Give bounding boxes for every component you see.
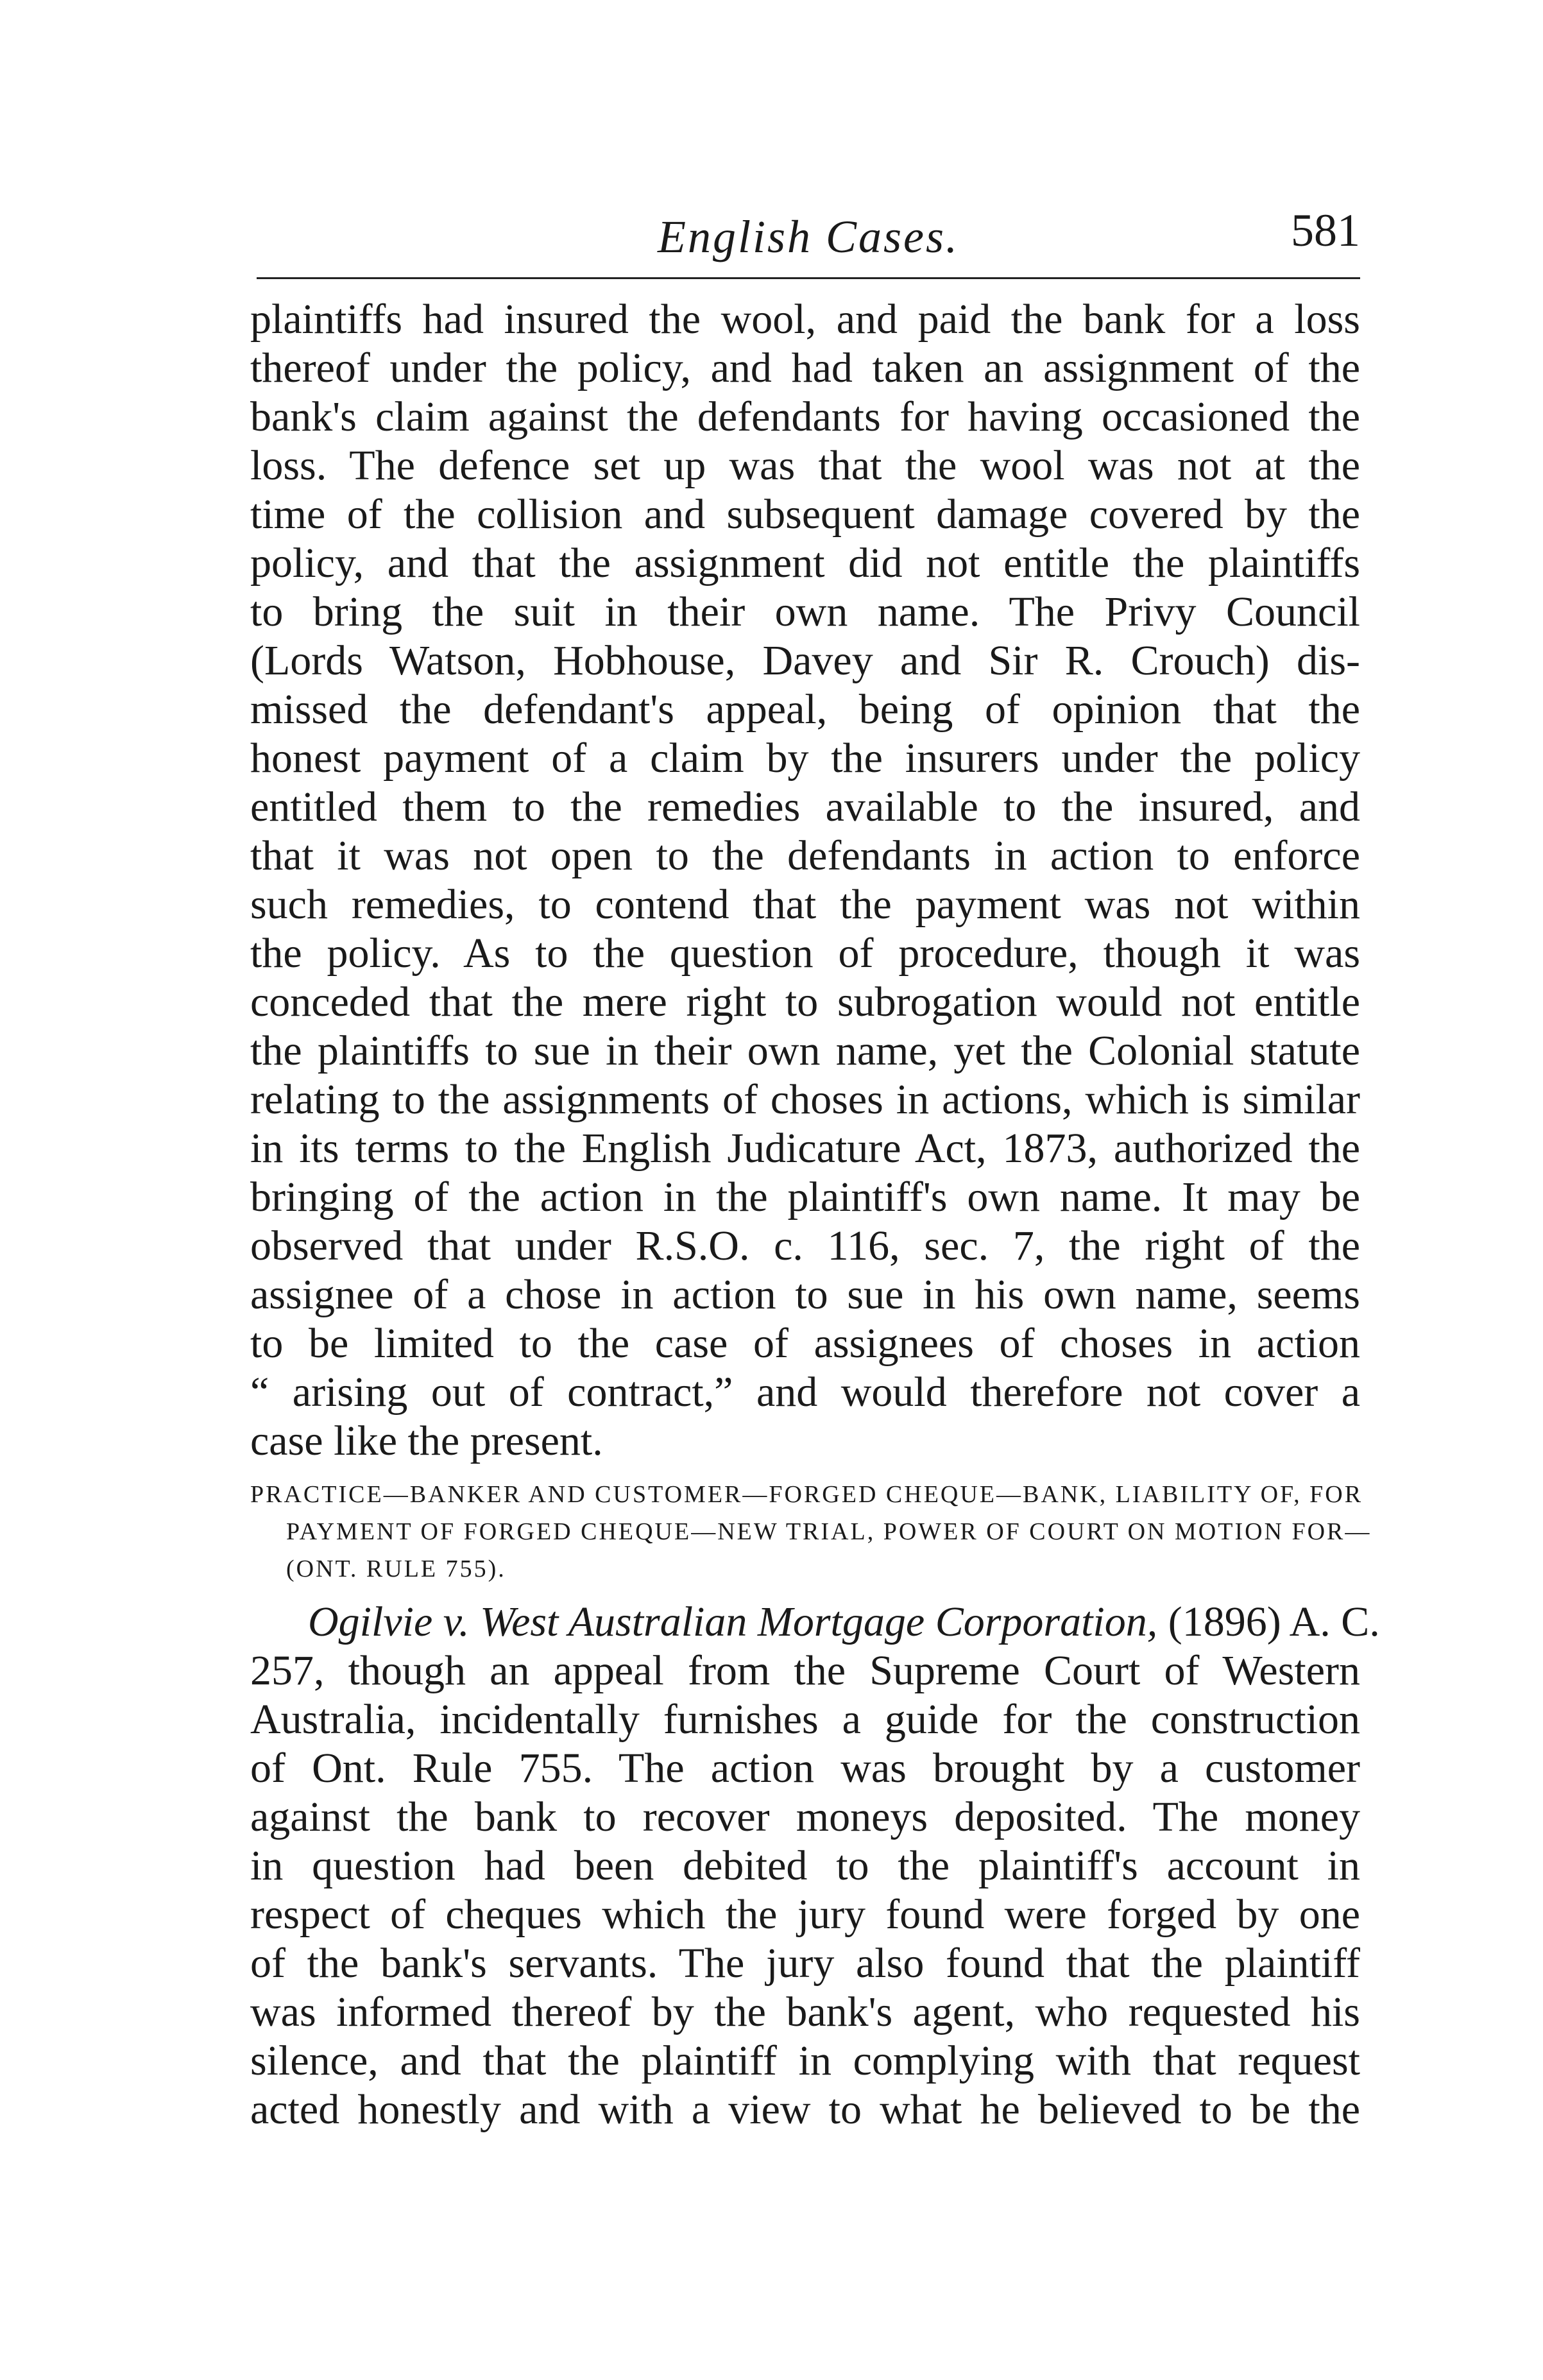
section-heading — [250, 1476, 1372, 1588]
heading-line-2: PAYMENT OF FORGED CHEQUE—NEW TRIAL, POWER OF COURT ON MOTION FOR— — [286, 1518, 1372, 1545]
paragraph-1-line: (Lords Watson, Hobhouse, Davey and Sir R. Crouch) dis- — [250, 637, 1360, 684]
paragraph-1-line: missed the defendant's appeal, being of opinion that the — [250, 686, 1360, 733]
paragraph-1-line: to bring the suit in their own name. The Privy Council — [250, 588, 1360, 635]
paragraph-1-line: the plaintiffs to sue in their own name, yet the Colonial statute — [250, 1027, 1360, 1074]
heading-line-3: (ONT. RULE 755). — [286, 1555, 506, 1582]
paragraph-2-line: of Ont. Rule 755. The action was brought by a customer — [250, 1745, 1360, 1792]
running-head: English Cases. — [657, 211, 960, 262]
citation: (1896) A. C. — [1157, 1598, 1380, 1645]
paragraph-1-line: relating to the assignments of choses in actions, which is similar — [250, 1076, 1360, 1123]
page-number: 581 — [1291, 205, 1360, 256]
heading-line-1: PRACTICE—BANKER AND CUSTOMER—FORGED CHEQUE—BANK, LIABILITY OF, FOR — [250, 1481, 1363, 1508]
paragraph-1-line: “ arising out of contract,” and would therefore not cover a — [250, 1369, 1360, 1416]
paragraph-1-line: plaintiffs had insured the wool, and paid the bank for a loss — [250, 296, 1360, 343]
page-header — [257, 204, 1360, 275]
paragraph-1-line: case like the present. — [250, 1417, 603, 1464]
paragraph-1-line: conceded that the mere right to subrogation would not entitle — [250, 979, 1360, 1025]
paragraph-1-line: bank's claim against the defendants for having occasioned the — [250, 393, 1360, 440]
paragraph-2-line: respect of cheques which the jury found were forged by one — [250, 1891, 1360, 1938]
paragraph-1-line: loss. The defence set up was that the wool was not at the — [250, 442, 1360, 489]
paragraph-2-line: was informed thereof by the bank's agent, who requested his — [250, 1989, 1360, 2035]
paragraph-2-line: in question had been debited to the plaintiff's account in — [250, 1842, 1360, 1889]
paragraph-1-line: entitled them to the remedies available to the insured, and — [250, 783, 1360, 830]
paragraph-1-line: policy, and that the assignment did not entitle the plaintiffs — [250, 540, 1360, 586]
paragraph-2 — [250, 1598, 1380, 2175]
paragraph-1-line: observed that under R.S.O. c. 116, sec. 7, the right of the — [250, 1222, 1360, 1269]
paragraph-2-body — [250, 1647, 1360, 2134]
paragraph-1-line: such remedies, to contend that the payment was not within — [250, 881, 1360, 928]
paragraph-2-line: acted honestly and with a view to what he believed to be the — [250, 2086, 1360, 2133]
paragraph-2-line: against the bank to recover moneys deposited. The money — [250, 1794, 1360, 1840]
paragraph-1-line: in its terms to the English Judicature Act, 1873, authorized the — [250, 1125, 1360, 1172]
paragraph-1-line: that it was not open to the defendants in action to enforce — [250, 832, 1360, 879]
paragraph-1-line: honest payment of a claim by the insurers under the policy — [250, 735, 1360, 782]
paragraph-1-line: to be limited to the case of assignees of choses in action — [250, 1320, 1360, 1367]
paragraph-1-line: thereof under the policy, and had taken an assignment of the — [250, 345, 1360, 391]
paragraph-1 — [250, 295, 1360, 1469]
paragraph-1-line: time of the collision and subsequent damage covered by the — [250, 491, 1360, 538]
header-rule — [257, 277, 1360, 279]
paragraph-1-line: the policy. As to the question of procedure, though it was — [250, 930, 1360, 977]
paragraph-2-line: 257, though an appeal from the Supreme Court of Western — [250, 1647, 1360, 1694]
paragraph-1-line: bringing of the action in the plaintiff's own name. It may be — [250, 1174, 1360, 1220]
paragraph-2-line-first — [250, 1598, 1380, 1647]
paragraph-2-line: of the bank's servants. The jury also found that the plaintiff — [250, 1940, 1360, 1987]
paragraph-2-line: silence, and that the plaintiff in complying with that request — [250, 2037, 1360, 2084]
paragraph-1-line: assignee of a chose in action to sue in his own name, seems — [250, 1271, 1360, 1318]
paragraph-2-line: Australia, incidentally furnishes a guide for the construction — [250, 1696, 1360, 1743]
case-name: Ogilvie v. West Australian Mortgage Corporation, — [308, 1598, 1158, 1645]
